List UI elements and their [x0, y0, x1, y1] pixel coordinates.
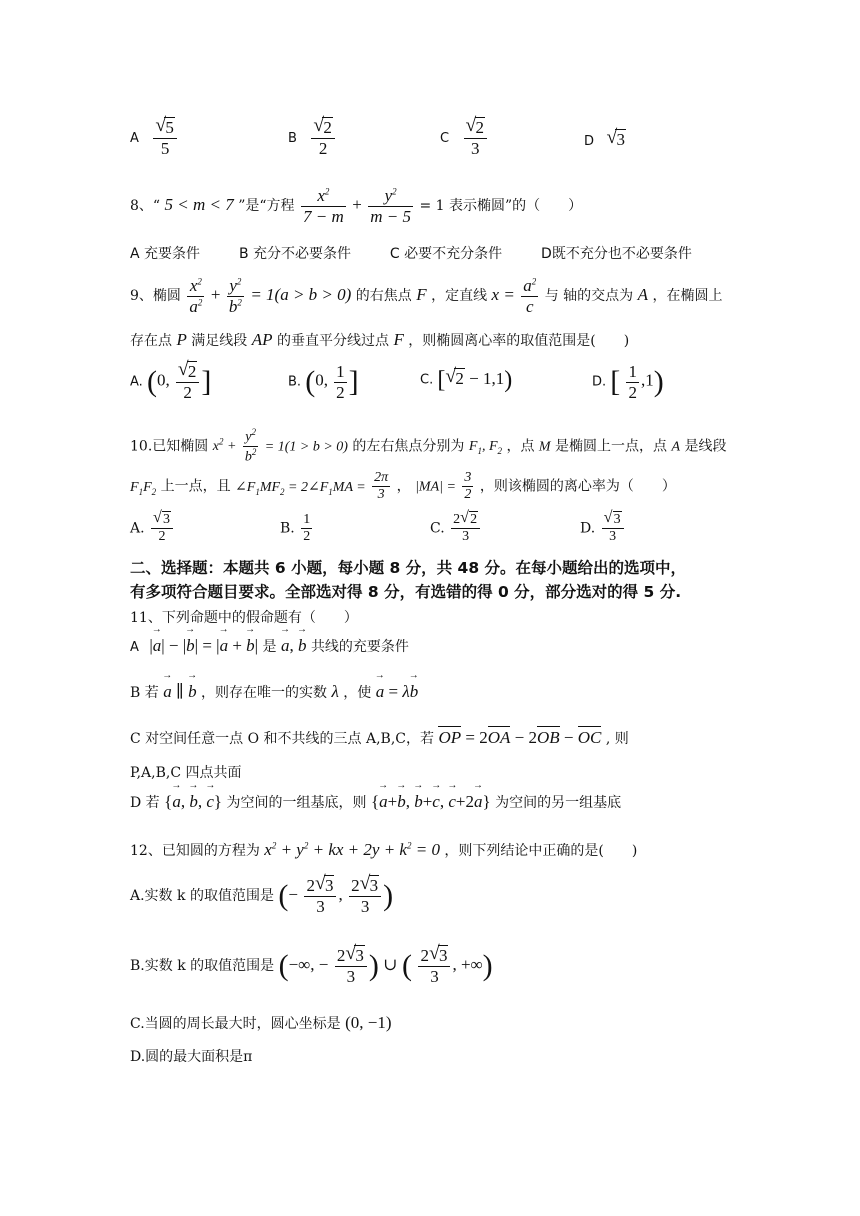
option-label: B.	[288, 374, 302, 390]
q7c-num: 2	[475, 118, 485, 137]
q11-option-d: D 若 {→ a, → b, → c} 为空间的一组基底，则 {→ a+→ b, → b+→ c, → c+2→ a} 为空间的另一组基底	[130, 792, 621, 812]
q9-text: 9、椭圆	[130, 288, 181, 305]
q10-text: 10.已知椭圆	[130, 438, 209, 455]
q7a-den: 5	[160, 138, 170, 158]
section2-heading-line2: 有多项符合题目要求。全部选对得 8 分，有选错的得 0 分，部分选对的得 5 分.	[130, 583, 682, 601]
q11-text: C 对空间任意一点 O 和不共线的三点 A,B,C，若	[130, 731, 434, 747]
q11-option-b: B 若 → a ∥ → b ，则存在唯一的实数 λ ，使 → a = λ→ b	[130, 682, 418, 702]
q10-text: 是椭圆上一点，点	[555, 438, 668, 455]
q9-line2: 存在点 P 满足线段 AP 的垂直平分线过点 F ，则椭圆离心率的取值范围是( )	[130, 330, 630, 349]
option-label: C.	[430, 520, 445, 537]
option-label: A	[130, 640, 139, 655]
q10-option-b: B. $\frac{1}{2}$	[280, 512, 311, 545]
q7-option-d: D √ 3	[584, 127, 625, 149]
q9-text: ，在椭圆上	[652, 288, 723, 305]
q10-text: 是线段	[684, 438, 727, 455]
q12-option-d: D.圆的最大面积是π	[130, 1049, 253, 1065]
q7b-den: 2	[318, 138, 328, 158]
q8-option-d: D既不充分也不必要条件	[541, 246, 692, 262]
q8-prefix: 8、“	[130, 198, 161, 215]
q11-text: 为空间的一组基底，则	[226, 795, 367, 811]
option-label: C.	[420, 372, 434, 388]
q9-text: 存在点	[130, 333, 172, 349]
option-label: A.	[130, 374, 143, 390]
option-label: D.	[580, 520, 596, 537]
q12-option-b: B.实数 k 的取值范围是 (−∞, − 2 √ 3 3 ) ∪ ( 2 √ 3 3 , +∞)	[130, 943, 493, 986]
q8-mid: ”是“方程	[238, 198, 295, 215]
q11-stem: 11、下列命题中的假命题有（ ）	[130, 610, 358, 626]
q9-option-a: A. (0, √ 2 2 ]	[130, 359, 212, 402]
q9-option-d: D. [ $\frac{1}{2}$ ,1)	[592, 362, 664, 402]
q10-option-a: A. √ 3 2	[130, 512, 175, 545]
q11-text: ，则存在唯一的实数	[201, 685, 328, 701]
option-label: D.	[592, 374, 607, 390]
q9-text: ，则椭圆离心率的取值范围是( )	[408, 333, 630, 349]
q11-option-c-line2: P,A,B,C 四点共面	[130, 765, 242, 781]
q9-option-c: C. [ √ 2 − 1,1)	[420, 365, 513, 393]
option-label: A.	[130, 520, 145, 537]
q9-line1: 9、椭圆 $\frac{x^2}{a^2}$ + $\frac{y^2}{b^2}$ = 1(a > b > 0) 的右焦点 F ，定直线 x = $\frac{a^2}{c}$ 与 轴的交点为 A ，在椭圆上	[130, 276, 723, 316]
section2-heading-line1: 二、选择题：本题共 6 小题，每小题 8 分，共 48 分。在每小题给出的选项中，	[130, 559, 687, 577]
q10-line2: $F_1F_2$ 上一点，且 $\angle F_1MF_2$ = $2\angle F_1MA$ = $\frac{2\pi}{3}$ ， |MA| = $\frac{3}{2}$ ，则该椭圆的离心率为（ ）	[130, 470, 676, 503]
q12-stem: 12、已知圆的方程为 $x^2 + y^2$ + kx + $2y + k^2 = 0$ ，则下列结论中正确的是( )	[130, 840, 638, 859]
q8-option-c: C 必要不充分条件	[389, 246, 503, 262]
q11-text: 共线的充要条件	[310, 639, 409, 655]
q12-center-value: (0, −1)	[345, 1013, 392, 1032]
q9-text: 满足线段	[191, 333, 248, 349]
q10-text: ，则该椭圆的离心率为（ ）	[479, 478, 676, 495]
q9-option-b: B. (0, $\frac{1}{2}$ ]	[288, 362, 359, 402]
q10-text: 的左右焦点分别为	[352, 438, 465, 455]
q9-text: ，定直线	[431, 288, 488, 305]
q7-option-c: C √ 2 3	[440, 118, 489, 158]
q9-text: 的右焦点	[355, 288, 412, 305]
q8-option-a: A 充要条件	[130, 246, 201, 262]
q11-option-a: A |→ a| − |→ b| = |→ a + → b| 是 → a, → b 共线的充要条件	[130, 636, 409, 656]
q11-option-c: C 对空间任意一点 O 和不共线的三点 A,B,C，若 OP = 2OA − 2OB − OC , 则	[130, 728, 629, 747]
q10-line1: 10.已知椭圆 $x^2$ + $\frac{y^2}{b^2}$ = 1(1 > b > 0) 的左右焦点分别为 $F_1$, $F_2$ ，点 M 是椭圆上一点，点 A 是线段	[130, 427, 727, 465]
q8-condition: 5 < m < 7	[164, 195, 234, 215]
q10-option-d: D. √ 3 3	[580, 512, 626, 545]
q11-text: ，使	[343, 685, 372, 701]
option-label: A	[130, 131, 139, 147]
q12-option-a: A.实数 k 的取值范围是 (− 2 √ 3 3 , 2 √ 3 3 )	[130, 873, 394, 916]
q7c-den: 3	[471, 138, 480, 158]
q11-text: B 若	[130, 685, 159, 701]
q11-text: , 则	[605, 731, 629, 747]
q12-option-c	[130, 1013, 392, 1033]
q11-text: 为空间的另一组基底	[495, 795, 622, 811]
q10-text: 上一点，且	[160, 478, 231, 495]
q9-text: 与 轴的交点为	[544, 288, 634, 305]
q8-option-b: B 充分不必要条件	[238, 246, 351, 262]
q12-text: ，则下列结论中正确的是( )	[444, 843, 638, 859]
q7a-num: 5	[165, 118, 174, 137]
q11-text: 是	[262, 639, 277, 655]
q12-text: 12、已知圆的方程为	[130, 843, 260, 859]
q11-text: D 若	[130, 795, 160, 811]
q8-suffix: = 1 表示椭圆”的（ ）	[419, 198, 583, 215]
q12-text: A.实数 k 的取值范围是	[130, 888, 274, 905]
option-label: B.	[280, 520, 295, 537]
q12-text: B.实数 k 的取值范围是	[130, 958, 275, 975]
q9-text: 的垂直平分线过点	[276, 333, 389, 349]
q10-text: ，点	[506, 438, 535, 455]
option-label: B	[288, 131, 297, 147]
q7d-val: 3	[616, 130, 625, 149]
q12-text: C.当圆的周长最大时，圆心坐标是	[130, 1016, 341, 1032]
option-label: C	[440, 131, 450, 147]
q7-option-b: B √ 2 2	[288, 118, 337, 158]
q8-stem: 8、“ 5 < m < 7 ”是“方程 $\frac{x^2}{7 - m}$ + $\frac{y^2}{m - 5}$ = 1 表示椭圆”的（ ）	[130, 186, 583, 226]
q10-text: ，	[396, 478, 411, 495]
q10-option-c: C. 2 √ 2 3	[430, 512, 482, 545]
q7b-num: 2	[323, 118, 332, 137]
q8-options	[130, 243, 692, 263]
option-label: D	[584, 134, 595, 149]
q7-option-a: A √ 5 5	[130, 118, 179, 158]
